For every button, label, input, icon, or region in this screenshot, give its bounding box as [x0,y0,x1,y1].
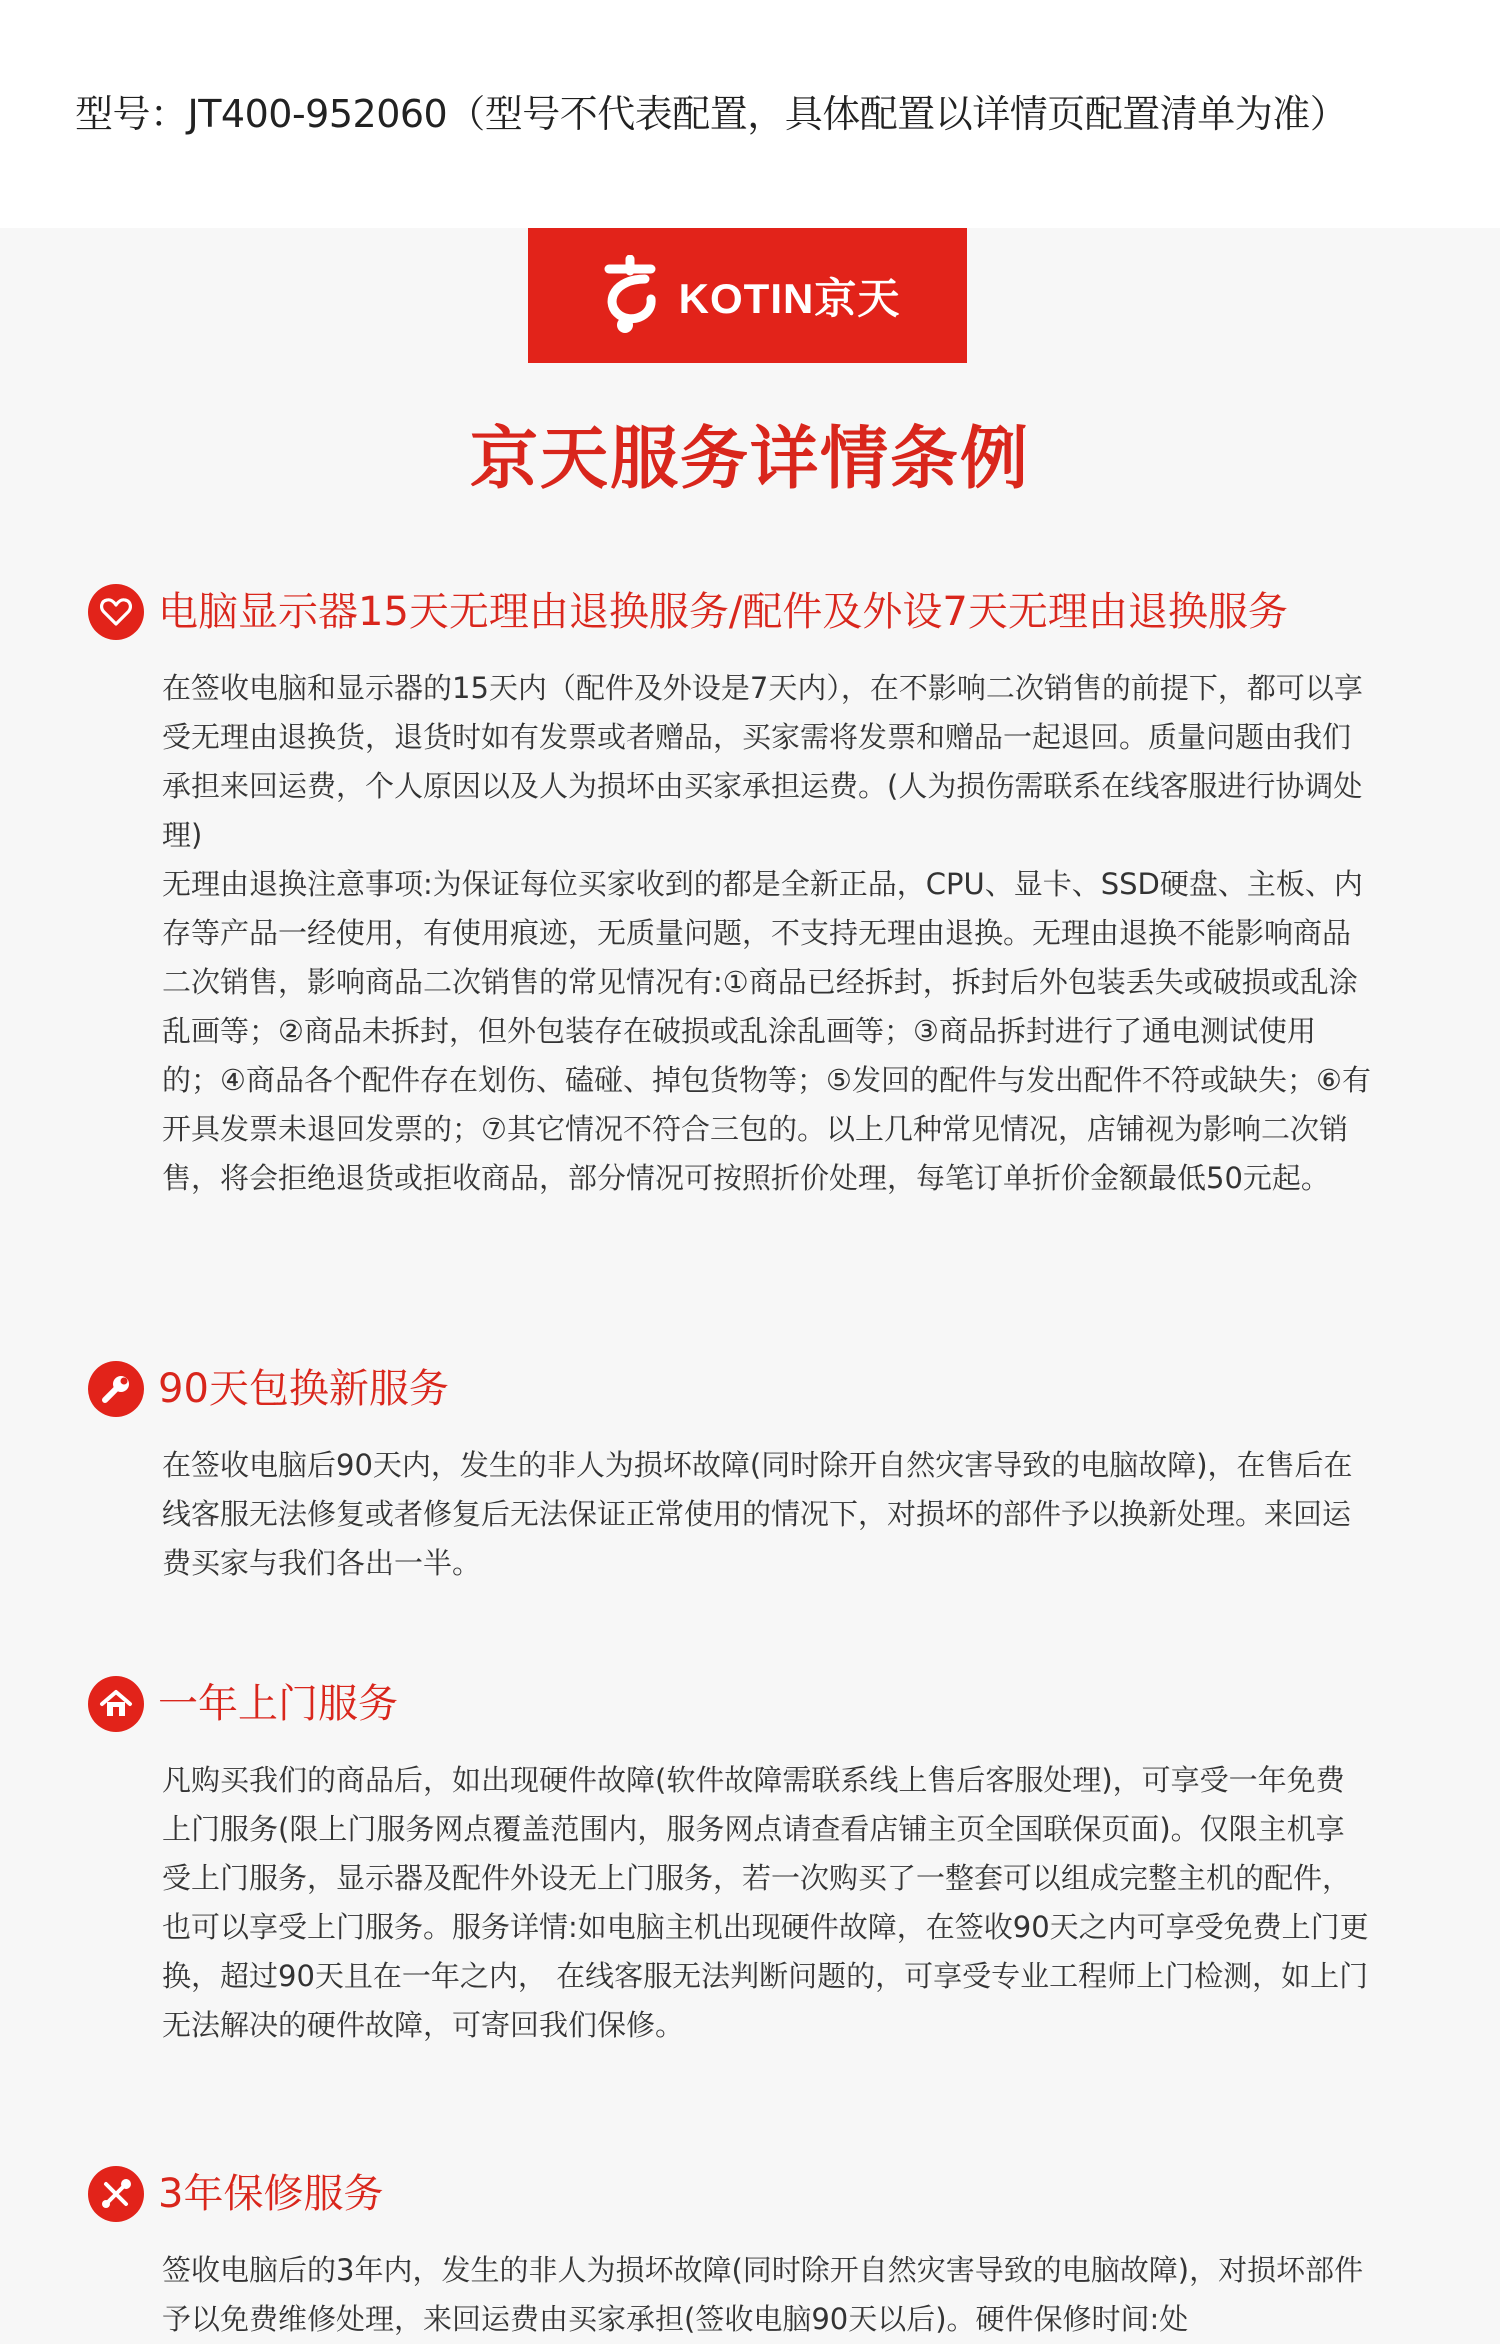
section-body [162,1756,1372,2050]
section-3-year-warranty [88,2160,1388,2344]
page-title: 京天服务详情条例 [469,420,1030,499]
model-line [75,84,1475,144]
section-paragraph: 签收电脑后的3年内，发生的非人为损坏故障(同时除开自然灾害导致的电脑故障)，对损坏部件予以免费维修处理，来回运费由买家承担(签收电脑90天以后)。硬件保修时间:处 [162,2253,1364,2336]
section-body [162,664,1372,1203]
logo-text: KOTIN京天 [678,274,901,322]
tools-icon [88,2166,144,2222]
section-90-day-replacement [88,1355,1388,1588]
home-icon [88,1676,144,1732]
kotin-mark-icon [595,255,665,337]
section-paragraph: 无理由退换注意事项:为保证每位买家收到的都是全新正品，CPU、显卡、SSD硬盘、主板、内存等产品一经使用，有使用痕迹，无质量问题，不支持无理由退换。无理由退换不能影响商品二次销售，影响商品二次销售的常见情况有:①商品已经拆封，拆封后外包装丢失或破损或乱涂乱画等；②商品未拆封，但外包装存在破损或乱涂乱画等；③商品拆封进行了通电测试使用的；④商品各个配件存在划伤、磕碰、掉包货物等；⑤发回的配件与发出配件不符或缺失；⑥有开具发票未退回发票的；⑦其它情况不符合三包的。以上几种常见情况，店铺视为影响二次销售，将会拒绝退货或拒收商品，部分情况可按照折价处理，每笔订单折价金额最低50元起。 [162,867,1371,1195]
section-paragraph: 在签收电脑后90天内，发生的非人为损坏故障(同时除开自然灾害导致的电脑故障)，在售后在线客服无法修复或者修复后无法保证正常使用的情况下，对损坏的部件予以换新处理。来回运费买家与我们各出一半。 [162,1448,1353,1580]
model-note: （型号不代表配置，具体配置以详情页配置清单为准） [447,92,1348,136]
section-header [88,2160,1388,2232]
section-paragraph: 凡购买我们的商品后，如出现硬件故障(软件故障需联系线上售后客服处理)，可享受一年免费上门服务(限上门服务网点覆盖范围内，服务网点请查看店铺主页全国联保页面)。仅限主机享受上门服务，显示器及配件外设无上门服务，若一次购买了一整套可以组成完整主机的配件，也可以享受上门服务。服务详情:如电脑主机出现硬件故障，在签收90天之内可享受免费上门更换，超过90天且在一年之内， 在线客服无法判断问题的，可享受专业工程师上门检测，如上门无法解决的硬件故障，可寄回我们保修。 [162,1763,1369,2042]
model-label: 型号： [75,92,188,136]
section-onsite-service [88,1670,1388,2050]
model-number: JT400-952060 [187,92,448,136]
section-body [162,2246,1372,2344]
section-body [162,1441,1372,1588]
section-header [88,1355,1388,1427]
section-header [88,1670,1388,1742]
section-title: 3年保修服务 [158,2171,384,2217]
wrench-icon [88,1361,144,1417]
section-header [88,578,1388,650]
model-header [0,0,1500,228]
section-return-policy [88,578,1388,1203]
section-title: 90天包换新服务 [158,1366,449,1412]
section-paragraph: 在签收电脑和显示器的15天内（配件及外设是7天内），在不影响二次销售的前提下，都可以享受无理由退换货，退货时如有发票或者赠品，买家需将发票和赠品一起退回。质量问题由我们承担来回运费，个人原因以及人为损坏由买家承担运费。(人为损伤需联系在线客服进行协调处理) [162,671,1363,852]
section-title: 一年上门服务 [158,1681,398,1727]
heart-icon [88,584,144,640]
section-title: 电脑显示器15天无理由退换服务/配件及外设7天无理由退换服务 [158,589,1288,635]
kotin-logo [528,228,967,363]
